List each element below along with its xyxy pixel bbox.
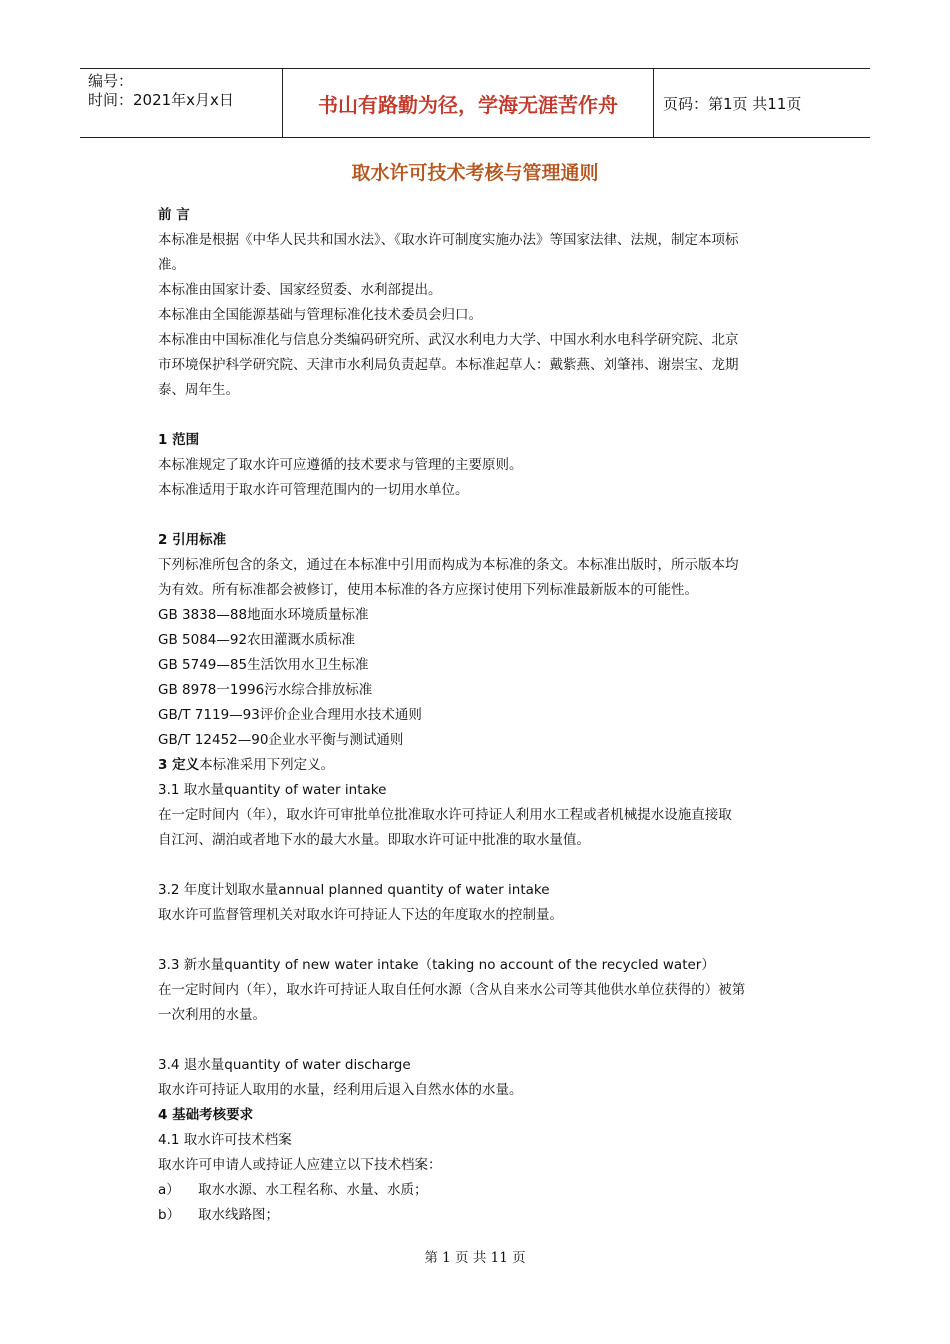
- reference-item: GB/T 12452—90企业水平衡与测试通则: [158, 732, 404, 748]
- list-item: a） 取水水源、水工程名称、水量、水质；: [158, 1182, 428, 1198]
- definition-heading: 3.4 退水量quantity of water discharge: [158, 1057, 411, 1073]
- paragraph: 在一定时间内（年），取水许可持证人取自任何水源（含从自来水公司等其他供水单位获得的）被第: [158, 982, 746, 998]
- paragraph: 准。: [158, 257, 185, 273]
- header-meta: [80, 69, 282, 137]
- paragraph: 为有效。所有标准都会被修订，使用本标准的各方应探讨使用下列标准最新版本的可能性。: [158, 582, 698, 598]
- paragraph: 在一定时间内（年），取水许可审批单位批准取水许可持证人利用水工程或者机械提水设施直接取: [158, 807, 732, 823]
- definition-heading: 3.1 取水量quantity of water intake: [158, 782, 387, 798]
- reference-item: GB 8978一1996污水综合排放标准: [158, 682, 373, 698]
- subsection-heading: 4.1 取水许可技术档案: [158, 1132, 292, 1148]
- paragraph: 泰、周年生。: [158, 382, 239, 398]
- paragraph: 本标准由中国标准化与信息分类编码研究所、武汉水利电力大学、中国水利水电科学研究院、北京: [158, 332, 739, 348]
- paragraph: 取水许可持证人取用的水量，经利用后退入自然水体的水量。: [158, 1082, 523, 1098]
- document-body: [158, 203, 798, 1228]
- paragraph: 取水许可监督管理机关对取水许可持证人下达的年度取水的控制量。: [158, 907, 563, 923]
- paragraph: 下列标准所包含的条文，通过在本标准中引用而构成为本标准的条文。本标准出版时，所示版本均: [158, 557, 739, 573]
- list-item: b） 取水线路图；: [158, 1207, 279, 1223]
- paragraph: 本标准由全国能源基础与管理标准化技术委员会归口。: [158, 307, 482, 323]
- definitions-intro: 3 定义本标准采用下列定义。: [158, 757, 335, 773]
- header-page-label: 页码：第1页 共11页: [663, 94, 802, 113]
- foreword-heading: 前 言: [158, 207, 190, 223]
- document-title: 取水许可技术考核与管理通则: [351, 162, 599, 184]
- paragraph: 一次利用的水量。: [158, 1007, 266, 1023]
- section-heading: 4 基础考核要求: [158, 1107, 254, 1123]
- paragraph: 本标准由国家计委、国家经贸委、水利部提出。: [158, 282, 442, 298]
- section-heading: 1 范围: [158, 432, 200, 448]
- paragraph: 本标准适用于取水许可管理范围内的一切用水单位。: [158, 482, 469, 498]
- definition-heading: 3.3 新水量quantity of new water intake（taking no account of the recycled water）: [158, 957, 715, 973]
- paragraph: 本标准规定了取水许可应遵循的技术要求与管理的主要原则。: [158, 457, 523, 473]
- header-slogan: 书山有路勤为径，学海无涯苦作舟: [282, 69, 654, 137]
- paragraph: 自江河、湖泊或者地下水的最大水量。即取水许可证中批准的取水量值。: [158, 832, 590, 848]
- paragraph: 市环境保护科学研究院、天津市水利局负责起草。本标准起草人：戴紫燕、刘肇祎、谢崇宝、龙期: [158, 357, 739, 373]
- paragraph: 取水许可申请人或持证人应建立以下技术档案：: [158, 1157, 442, 1173]
- reference-item: GB 5749—85生活饮用水卫生标准: [158, 657, 369, 673]
- paragraph: 本标准是根据《中华人民共和国水法》、《取水许可制度实施办法》等国家法律、法规，制定本项标: [158, 232, 739, 248]
- reference-item: GB 3838—88地面水环境质量标准: [158, 607, 369, 623]
- reference-item: GB 5084—92农田灌溉水质标准: [158, 632, 356, 648]
- definition-heading: 3.2 年度计划取水量annual planned quantity of water intake: [158, 882, 550, 898]
- time-label: 时间：2021年x月x日: [88, 91, 234, 109]
- section-heading: 2 引用标准: [158, 532, 227, 548]
- number-label: 编号：: [88, 72, 134, 90]
- page-header: [80, 68, 870, 138]
- page-footer: 第 1 页 共 11 页: [424, 1250, 526, 1266]
- reference-item: GB/T 7119—93评价企业合理用水技术通则: [158, 707, 422, 723]
